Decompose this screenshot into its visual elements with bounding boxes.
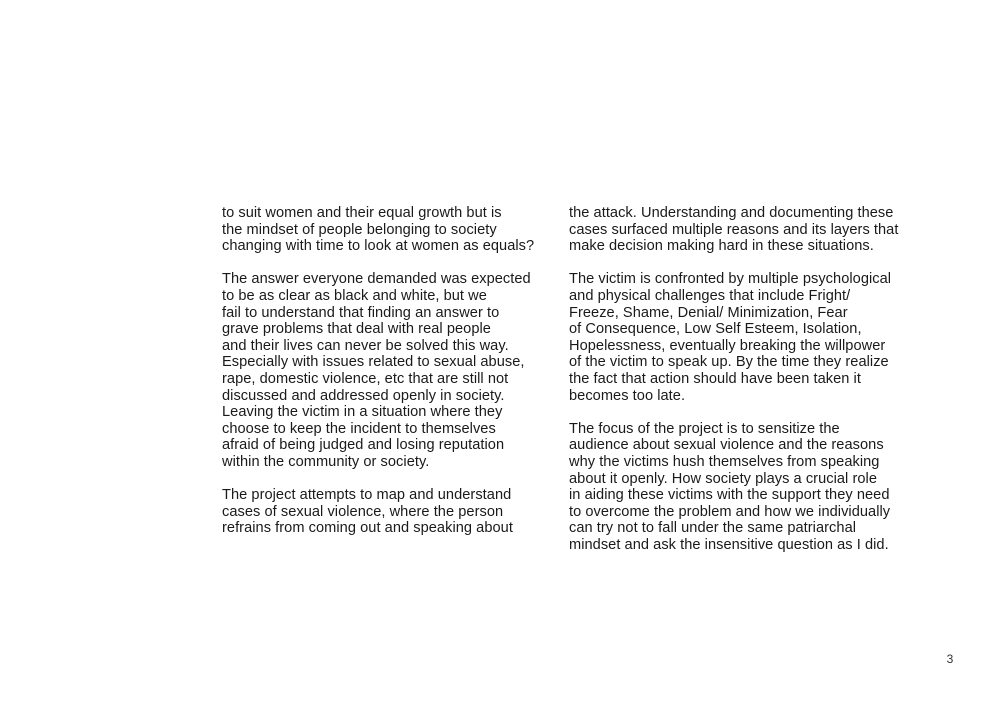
text-line: can try not to fall under the same patriarchal [569, 520, 857, 537]
text-line: within the community or society. [222, 453, 430, 470]
text-line: to be as clear as black and white, but we [222, 287, 487, 304]
paragraph [222, 487, 542, 537]
text-line: why the victims hush themselves from speaking [569, 453, 880, 470]
text-line: Especially with issues related to sexual abuse, [222, 354, 525, 371]
text-line: Hopelessness, eventually breaking the willpower [569, 337, 886, 354]
paragraph [569, 205, 899, 255]
text-line: changing with time to look at women as equals? [222, 238, 535, 255]
text-line: The victim is confronted by multiple psychological [569, 271, 892, 288]
text-line: of Consequence, Low Self Esteem, Isolation, [569, 321, 862, 338]
text-line: of the victim to speak up. By the time they realize [569, 354, 889, 371]
left-text-column [222, 205, 542, 553]
text-line: and physical challenges that include Fright/ [569, 287, 851, 304]
paragraph [569, 421, 889, 554]
text-line: and their lives can never be solved this way. [222, 337, 509, 354]
text-line: discussed and addressed openly in society. [222, 387, 505, 404]
text-line: in aiding these victims with the support they need [569, 487, 890, 504]
text-line: grave problems that deal with real people [222, 321, 491, 338]
text-line: make decision making hard in these situations. [569, 238, 874, 255]
text-line: cases surfaced multiple reasons and its layers that [569, 221, 899, 238]
text-line: cases of sexual violence, where the person [222, 503, 504, 520]
text-line: mindset and ask the insensitive question as I did. [569, 536, 889, 553]
paragraph [569, 271, 892, 404]
text-line: audience about sexual violence and the reasons [569, 437, 884, 454]
text-line: refrains from coming out and speaking about [222, 520, 513, 537]
text-line: choose to keep the incident to themselves [222, 420, 496, 437]
text-line: to suit women and their equal growth but is [222, 205, 502, 221]
text-line: the mindset of people belonging to society [222, 221, 497, 238]
text-line: Leaving the victim in a situation where they [222, 404, 503, 421]
text-line: afraid of being judged and losing reputation [222, 437, 505, 454]
paragraph [222, 205, 542, 255]
text-line: The answer everyone demanded was expected [222, 271, 531, 288]
text-line: The focus of the project is to sensitize the [569, 420, 840, 437]
paragraph [222, 271, 542, 470]
text-line: becomes too late. [569, 387, 686, 404]
text-line: to overcome the problem and how we individually [569, 503, 891, 520]
page-number: 3 [946, 652, 954, 666]
text-line: about it openly. How society plays a crucial role [569, 470, 877, 487]
text-line: fail to understand that finding an answer to [222, 304, 500, 321]
text-line: The project attempts to map and understand [222, 487, 512, 504]
text-line: the attack. Understanding and documenting these [569, 205, 894, 221]
text-line: rape, domestic violence, etc that are still not [222, 370, 509, 387]
text-line: the fact that action should have been taken it [569, 370, 861, 387]
right-text-column [569, 205, 899, 570]
text-line: Freeze, Shame, Denial/ Minimization, Fear [569, 304, 848, 321]
